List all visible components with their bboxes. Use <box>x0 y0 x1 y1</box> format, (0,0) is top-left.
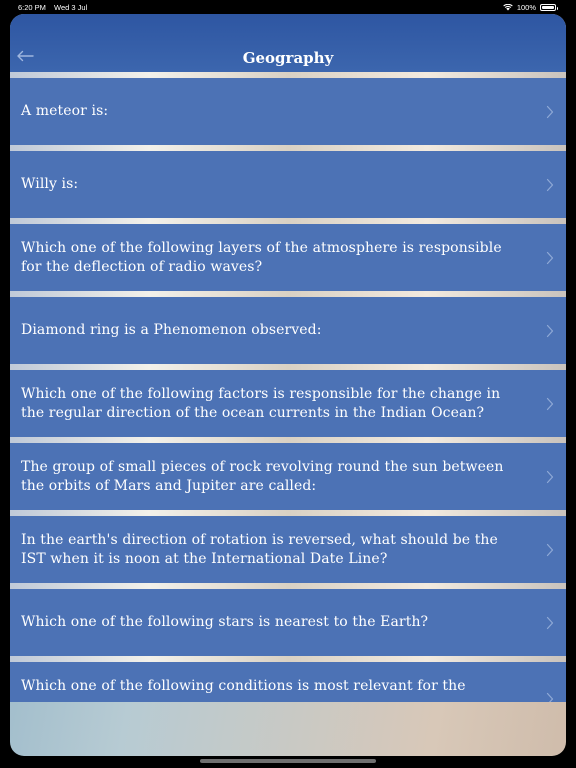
question-row[interactable] <box>10 151 566 218</box>
question-row[interactable] <box>10 78 566 145</box>
question-row-wrap <box>10 437 566 510</box>
status-bar <box>0 0 576 14</box>
home-indicator[interactable] <box>200 759 376 763</box>
chevron-right-icon <box>546 397 554 411</box>
battery-percent: 100% <box>516 3 536 12</box>
chevron-right-icon <box>546 105 554 119</box>
wifi-icon <box>503 4 513 11</box>
question-text: Which one of the following layers of the atmosphere is responsible for the deflection of radio waves? <box>21 239 502 275</box>
chevron-right-icon <box>546 178 554 192</box>
question-text: Diamond ring is a Phenomenon observed: <box>21 322 322 338</box>
battery-icon <box>540 4 556 11</box>
chevron-right-icon <box>546 692 554 702</box>
question-row[interactable] <box>10 297 566 364</box>
question-text: Which one of the following conditions is most relevant for the <box>21 678 466 694</box>
chevron-right-icon <box>546 324 554 338</box>
question-row[interactable] <box>10 224 566 291</box>
chevron-right-icon <box>546 543 554 557</box>
question-text: The group of small pieces of rock revolving round the sun between the orbits of Mars and Jupiter are called: <box>21 458 504 494</box>
question-row[interactable] <box>10 370 566 437</box>
question-row-wrap <box>10 291 566 364</box>
question-row-wrap <box>10 145 566 218</box>
status-left <box>18 3 93 12</box>
question-row-wrap <box>10 72 566 145</box>
app-frame <box>10 14 566 756</box>
question-text: In the earth's direction of rotation is reversed, what should be the IST when it is noon at the International Date Line? <box>21 531 498 567</box>
page-title: Geography <box>242 49 334 67</box>
question-row[interactable] <box>10 589 566 656</box>
question-text: Which one of the following stars is nearest to the Earth? <box>21 614 429 630</box>
chevron-right-icon <box>546 470 554 484</box>
question-row-wrap <box>10 510 566 583</box>
question-text: Which one of the following factors is responsible for the change in the regular direction of the ocean currents in the Indian Ocean? <box>21 385 501 421</box>
question-list <box>10 72 566 702</box>
chevron-right-icon <box>546 251 554 265</box>
question-row-wrap <box>10 656 566 702</box>
status-right <box>503 3 556 12</box>
question-text: Willy is: <box>21 176 79 192</box>
question-row-wrap <box>10 583 566 656</box>
question-text: A meteor is: <box>21 103 109 119</box>
question-row-wrap <box>10 364 566 437</box>
status-date: Wed 3 Jul <box>54 3 88 12</box>
question-row[interactable] <box>10 516 566 583</box>
nav-bar <box>10 14 566 72</box>
question-row[interactable] <box>10 443 566 510</box>
question-row[interactable] <box>10 662 566 702</box>
question-row-wrap <box>10 218 566 291</box>
status-time: 6:20 PM <box>18 3 46 12</box>
chevron-right-icon <box>546 616 554 630</box>
